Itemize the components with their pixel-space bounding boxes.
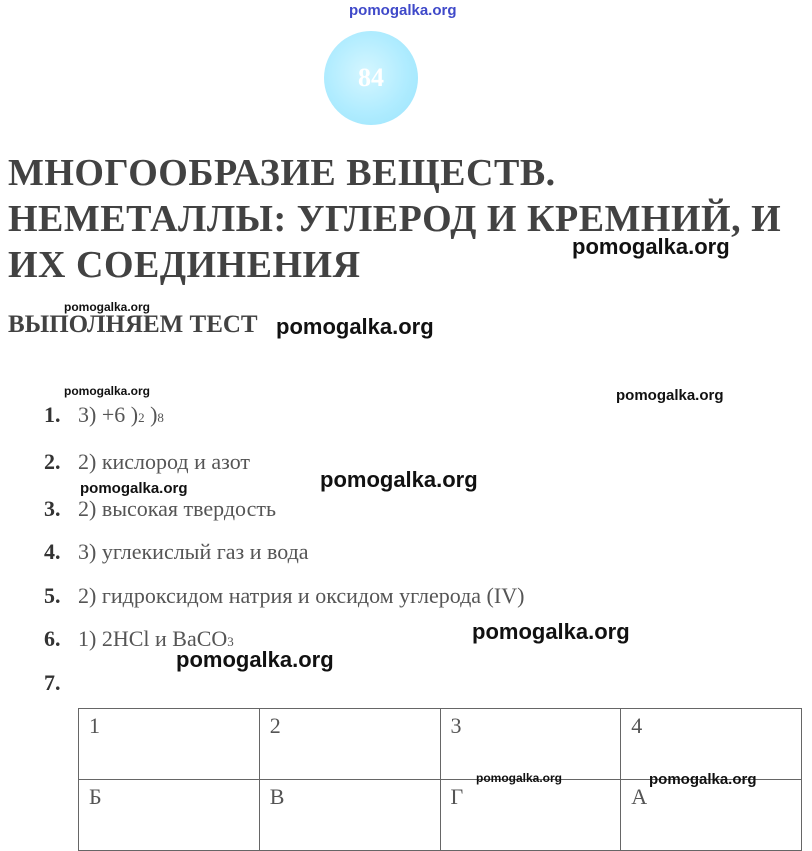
answer-item-7 xyxy=(44,670,78,696)
answer-text: 2) гидроксидом натрия и оксидом углерода (IV) xyxy=(78,583,525,608)
answer-subscript: 8 xyxy=(157,410,164,425)
answer-text: 3) углекислый газ и вода xyxy=(78,539,309,564)
table-cell: 4 xyxy=(621,709,802,780)
table-cell: А xyxy=(621,780,802,851)
table-cell: В xyxy=(259,780,440,851)
answer-number: 5. xyxy=(44,583,61,608)
title-line-1: МНОГООБРАЗИЕ ВЕЩЕСТВ. xyxy=(8,152,556,194)
answer-number: 7. xyxy=(44,670,61,695)
answer-text: 1) 2HCl и BaCO xyxy=(78,626,228,651)
watermark: pomogalka.org xyxy=(572,234,730,259)
answer-number: 6. xyxy=(44,626,61,651)
page-title xyxy=(8,150,781,288)
answer-text: 2) высокая твердость xyxy=(78,496,276,521)
answer-item-4 xyxy=(44,539,309,565)
watermark: pomogalka.org xyxy=(649,771,757,788)
watermark: pomogalka.org xyxy=(476,771,563,785)
watermark: pomogalka.org xyxy=(176,647,334,672)
title-line-2: НЕМЕТАЛЛЫ: УГЛЕРОД И КРЕМНИЙ, И xyxy=(8,198,782,240)
table-cell: 2 xyxy=(259,709,440,780)
answer-text: 2) кислород и азот xyxy=(78,449,251,474)
watermark: pomogalka.org xyxy=(80,480,188,497)
table-cell: 1 xyxy=(79,709,260,780)
watermark: pomogalka.org xyxy=(64,300,151,314)
watermark: pomogalka.org xyxy=(276,314,434,339)
answer-subscript: 3 xyxy=(227,634,234,649)
table-row xyxy=(79,780,802,851)
answer-item-5 xyxy=(44,583,524,609)
table-cell: Г xyxy=(440,780,621,851)
answer-number: 1. xyxy=(44,402,61,427)
section-subtitle: ВЫПОЛНЯЕМ ТЕСТ xyxy=(8,311,258,338)
answer-number: 3. xyxy=(44,496,61,521)
answer-text: 3) +6 ) xyxy=(78,402,139,427)
watermark: pomogalka.org xyxy=(616,387,724,404)
page-number-badge xyxy=(324,31,418,125)
page-number: 84 xyxy=(358,63,384,92)
answer-number: 4. xyxy=(44,539,61,564)
watermark-top: pomogalka.org xyxy=(349,2,457,19)
table-cell: 3 xyxy=(440,709,621,780)
answer-subscript: 2 xyxy=(138,410,145,425)
table-row xyxy=(79,709,802,780)
answer-number: 2. xyxy=(44,449,61,474)
title-line-3: ИХ СОЕДИНЕНИЯ xyxy=(8,244,361,286)
answer-text-mid: ) xyxy=(144,402,158,427)
answer-item-1 xyxy=(44,402,164,428)
answer-item-3 xyxy=(44,496,276,522)
watermark: pomogalka.org xyxy=(472,619,630,644)
answer-item-2 xyxy=(44,449,250,475)
table-cell: Б xyxy=(79,780,260,851)
watermark: pomogalka.org xyxy=(64,384,151,398)
watermark: pomogalka.org xyxy=(320,467,478,492)
